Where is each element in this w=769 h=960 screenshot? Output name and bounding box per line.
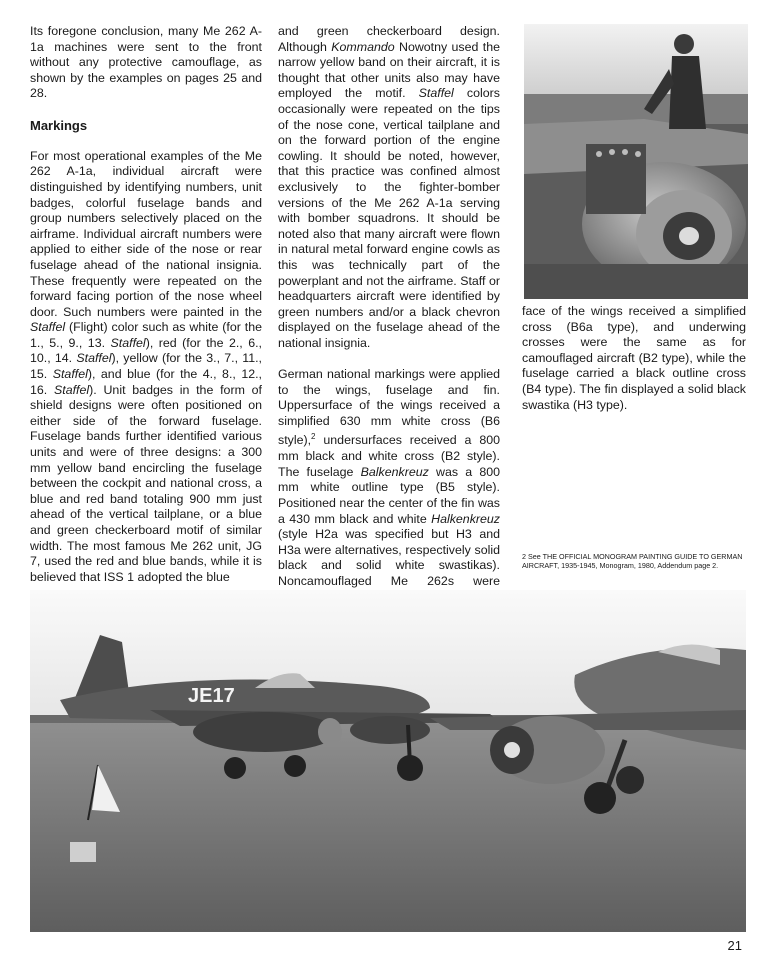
markings-paragraph: For most operational examples of the Me 262 A-1a, individual aircraft were distinguished by identifying numbers, unit badges, colorful fuselage bands and group numbers selectively placed on the airframe. Individual aircraft numbers were applied to either side of the nose or rear fuselage ahead of the national insignia. These frequently were repeated on the forward facing portion of the nose wheel door. Such numbers were painted in the Staffel (Flight) color such as white (for the 1., 5., 9., 13. Staffel), red (for the 2., 6., 10., 14. Staffel), yellow (for the 3., 7., 11., 15. Staffel), and blue (for the 4., 8., 12., 16. Staffel). Unit badges in the form of shield designs were often positioned on either side of the forward fuselage. Fuselage bands further identified various units and were of three designs: a 300 mm yellow band encircling the fuselage between the cockpit and national cross, a blue and red band totaling 900 mm just ahead of the vertical tailplane, or a blue and green checkerboard motif of similar width. The most famous Me 262 unit, JG 7, used the red and blue bands, while it is believed that ISS 1 adopted the blue [30,148,263,584]
footnote: 2 See THE OFFICIAL MONOGRAM PAINTING GUIDE TO GERMAN AIRCRAFT, 1935-1945, Monogram, 1980, Addendum page 2. [522,552,743,570]
text-column-1 [30,24,262,601]
staffel-colors-paragraph: and green checkerboard design. Although Kommando Nowotny used the narrow yellow band on their aircraft, it is thought that other units also may have employed the motif. Staffel colors occasionally were repeated on the tips of the nose cone, vertical tailplane and on the forward portion of the engine cowling. It should be noted, however, that this practice was confined almost exclusively to the fighter-bomber versions of the Me 262 A-1a serving with bomber squadrons. It should be noted also that many aircraft were flown in natural metal forward engine cowls as this was technically part of the powerplant and not the airframe. Staff or headquarters aircraft were identified by green numbers and/or a black chevron displayed on the fuselage ahead of the national insignia. [278,24,500,350]
fuselage-code: JE17 [188,685,235,707]
page-number: 21 [727,938,742,953]
section-heading-markings: Markings [30,117,88,133]
photo-engine-nacelle [524,24,748,299]
national-markings-paragraph: German national markings were applied to the wings, fuselage and fin. Uppersurface of the wings received a simplified 630 mm white cross (B6 style),$^2$ undersurfaces received a 800 mm black and white cross (B2 style). The fuselage Balkenkreuz was a 800 mm white outline type (B5 style). Positioned near the center of the fin was a 430 mm black and white Halkenkreuz (style H2a was specified but H3 and H3a were alternatives, respectively solid black and solid white swastikas). Noncamouflaged Me 262s were [278,367,500,588]
photo-me262-airfield [30,590,746,932]
markings-continuation-paragraph: face of the wings received a simplified cross (B6a type), and underwing crosses were the same as for camouflaged aircraft (B2 type), while the fuselage carried a black outline cross (B4 type). The fin displayed a solid black swastika (H3 type). [522,304,746,412]
text-column-3 [522,304,746,429]
text-column-2 [278,24,500,636]
intro-paragraph: Its foregone conclusion, many Me 262 A-1a machines were sent to the front without any protective camouflage, as shown by the examples on pages 25 and 28. [30,24,262,101]
